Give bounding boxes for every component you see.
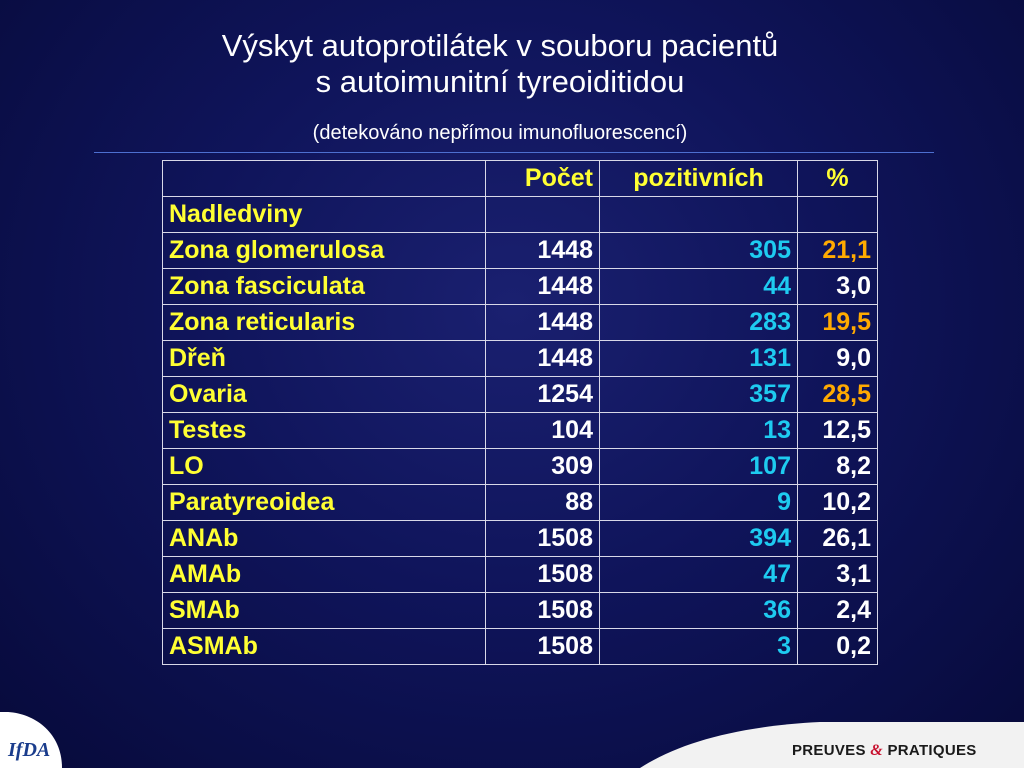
- header-empty-cell: [163, 161, 486, 197]
- table-row: [163, 341, 878, 377]
- cell-pozitivnich: 36: [600, 593, 798, 629]
- table-row: [163, 629, 878, 665]
- row-label: Zona fasciculata: [163, 269, 486, 305]
- table-row: [163, 413, 878, 449]
- cell-pozitivnich: 394: [600, 521, 798, 557]
- cell-percent: 26,1: [798, 521, 878, 557]
- table-row: [163, 485, 878, 521]
- cell-pocet: [486, 197, 600, 233]
- header-pocet: Počet: [486, 161, 600, 197]
- cell-percent: 0,2: [798, 629, 878, 665]
- cell-percent: 9,0: [798, 341, 878, 377]
- table-row: [163, 521, 878, 557]
- header-percent: %: [798, 161, 878, 197]
- cell-pozitivnich: 131: [600, 341, 798, 377]
- brand-preuves: PREUVES: [792, 742, 866, 759]
- row-label: Testes: [163, 413, 486, 449]
- row-label: LO: [163, 449, 486, 485]
- row-label: Nadledviny: [163, 197, 486, 233]
- table-row: [163, 449, 878, 485]
- cell-percent: 8,2: [798, 449, 878, 485]
- cell-pocet: 1508: [486, 629, 600, 665]
- table-row: [163, 593, 878, 629]
- table-row: [163, 557, 878, 593]
- autoantibody-table: [162, 160, 878, 665]
- title-divider: [94, 152, 934, 153]
- brand-ampersand: &: [870, 742, 884, 759]
- table-row: [163, 377, 878, 413]
- footer-brand: [792, 742, 977, 760]
- cell-percent: 2,4: [798, 593, 878, 629]
- cell-pocet: 1448: [486, 305, 600, 341]
- row-label: AMAb: [163, 557, 486, 593]
- cell-pozitivnich: 47: [600, 557, 798, 593]
- cell-pocet: 1448: [486, 233, 600, 269]
- row-label: Zona reticularis: [163, 305, 486, 341]
- cell-pozitivnich: 13: [600, 413, 798, 449]
- cell-pocet: 1508: [486, 521, 600, 557]
- cell-pozitivnich: 9: [600, 485, 798, 521]
- cell-pozitivnich: 357: [600, 377, 798, 413]
- page-title: [0, 28, 1000, 100]
- header-pozitivnich: pozitivních: [600, 161, 798, 197]
- table-row: [163, 305, 878, 341]
- cell-percent: 21,1: [798, 233, 878, 269]
- cell-pozitivnich: [600, 197, 798, 233]
- cell-pocet: 104: [486, 413, 600, 449]
- cell-pocet: 1508: [486, 593, 600, 629]
- brand-pratiques: PRATIQUES: [887, 742, 977, 759]
- cell-pocet: 1254: [486, 377, 600, 413]
- cell-pozitivnich: 107: [600, 449, 798, 485]
- row-label: Zona glomerulosa: [163, 233, 486, 269]
- cell-percent: 12,5: [798, 413, 878, 449]
- row-label: SMAb: [163, 593, 486, 629]
- cell-percent: 19,5: [798, 305, 878, 341]
- cell-pocet: 309: [486, 449, 600, 485]
- table-row: [163, 233, 878, 269]
- row-label: Paratyreoidea: [163, 485, 486, 521]
- row-label: ASMAb: [163, 629, 486, 665]
- cell-pocet: 1508: [486, 557, 600, 593]
- cell-pocet: 88: [486, 485, 600, 521]
- cell-pozitivnich: 44: [600, 269, 798, 305]
- row-label: Dřeň: [163, 341, 486, 377]
- cell-pozitivnich: 3: [600, 629, 798, 665]
- row-label: Ovaria: [163, 377, 486, 413]
- table-row: [163, 269, 878, 305]
- row-label: ANAb: [163, 521, 486, 557]
- table-header-row: [163, 161, 878, 197]
- cell-percent: 3,1: [798, 557, 878, 593]
- table-row: [163, 197, 878, 233]
- cell-pocet: 1448: [486, 341, 600, 377]
- page-subtitle: (detekováno nepřímou imunofluorescencí): [312, 122, 688, 144]
- cell-percent: 28,5: [798, 377, 878, 413]
- logo-text: IfDA: [8, 739, 51, 761]
- cell-percent: 3,0: [798, 269, 878, 305]
- cell-percent: [798, 197, 878, 233]
- title-line-2: s autoimunitní tyreoiditidou: [315, 64, 685, 99]
- cell-percent: 10,2: [798, 485, 878, 521]
- title-line-1: Výskyt autoprotilátek v souboru pacientů: [221, 28, 779, 63]
- cell-pozitivnich: 283: [600, 305, 798, 341]
- cell-pocet: 1448: [486, 269, 600, 305]
- cell-pozitivnich: 305: [600, 233, 798, 269]
- ifda-logo: [0, 712, 62, 768]
